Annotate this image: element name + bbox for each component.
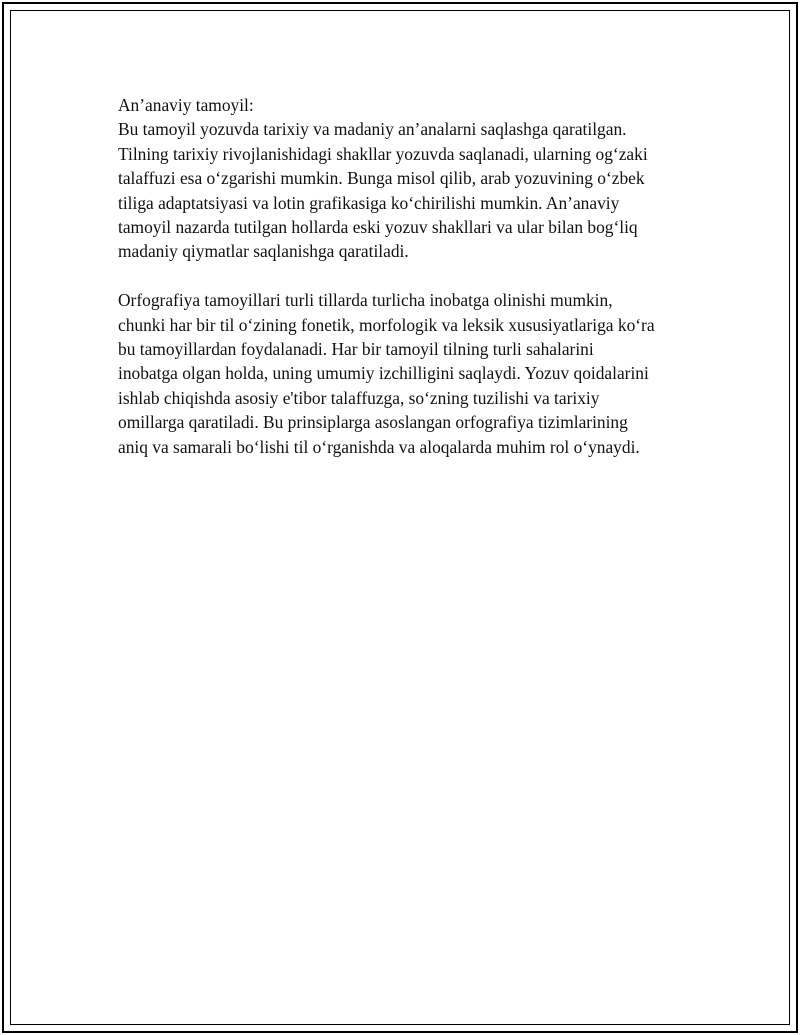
text-line: ishlab chiqishda asosiy e'tibor talaffuzga, so‘zning tuzilishi va tarixiy (118, 387, 600, 408)
text-line: bu tamoyillardan foydalanadi. Har bir tamoyil tilning turli sahalarini (118, 339, 594, 360)
text-line: Orfografiya tamoyillari turli tillarda turlicha inobatga olinishi mumkin, (118, 290, 613, 311)
section-heading: An’anaviy tamoyil: (118, 95, 254, 115)
text-line: omillarga qaratiladi. Bu prinsiplarga asoslangan orfografiya tizimlarining (118, 412, 628, 433)
paragraph-orthography-principles (118, 288, 698, 459)
text-line: Tilning tarixiy rivojlanishidagi shakllar yozuvda saqlanadi, ularning og‘zaki (118, 143, 648, 164)
paragraph-traditional-principle (118, 93, 698, 264)
text-line: madaniy qiymatlar saqlanishga qaratiladi. (118, 241, 409, 262)
text-line: talaffuzi esa o‘zgarishi mumkin. Bunga misol qilib, arab yozuvining o‘zbek (118, 168, 645, 189)
text-line: tamoyil nazarda tutilgan hollarda eski yozuv shakllari va ular bilan bog‘liq (118, 217, 638, 238)
text-line: Bu tamoyil yozuvda tarixiy va madaniy an’analarni saqlashga qaratilgan. (118, 119, 627, 140)
text-line: chunki har bir til o‘zining fonetik, morfologik va leksik xususiyatlariga ko‘ra (118, 314, 655, 335)
text-line: inobatga olgan holda, uning umumiy izchilligini saqlaydi. Yozuv qoidalarini (118, 363, 649, 384)
document-body (118, 93, 698, 459)
text-line: tiliga adaptatsiyasi va lotin grafikasiga ko‘chirilishi mumkin. An’anaviy (118, 192, 620, 213)
text-line: aniq va samarali bo‘lishi til o‘rganishda va aloqalarda muhim rol o‘ynaydi. (118, 436, 640, 457)
